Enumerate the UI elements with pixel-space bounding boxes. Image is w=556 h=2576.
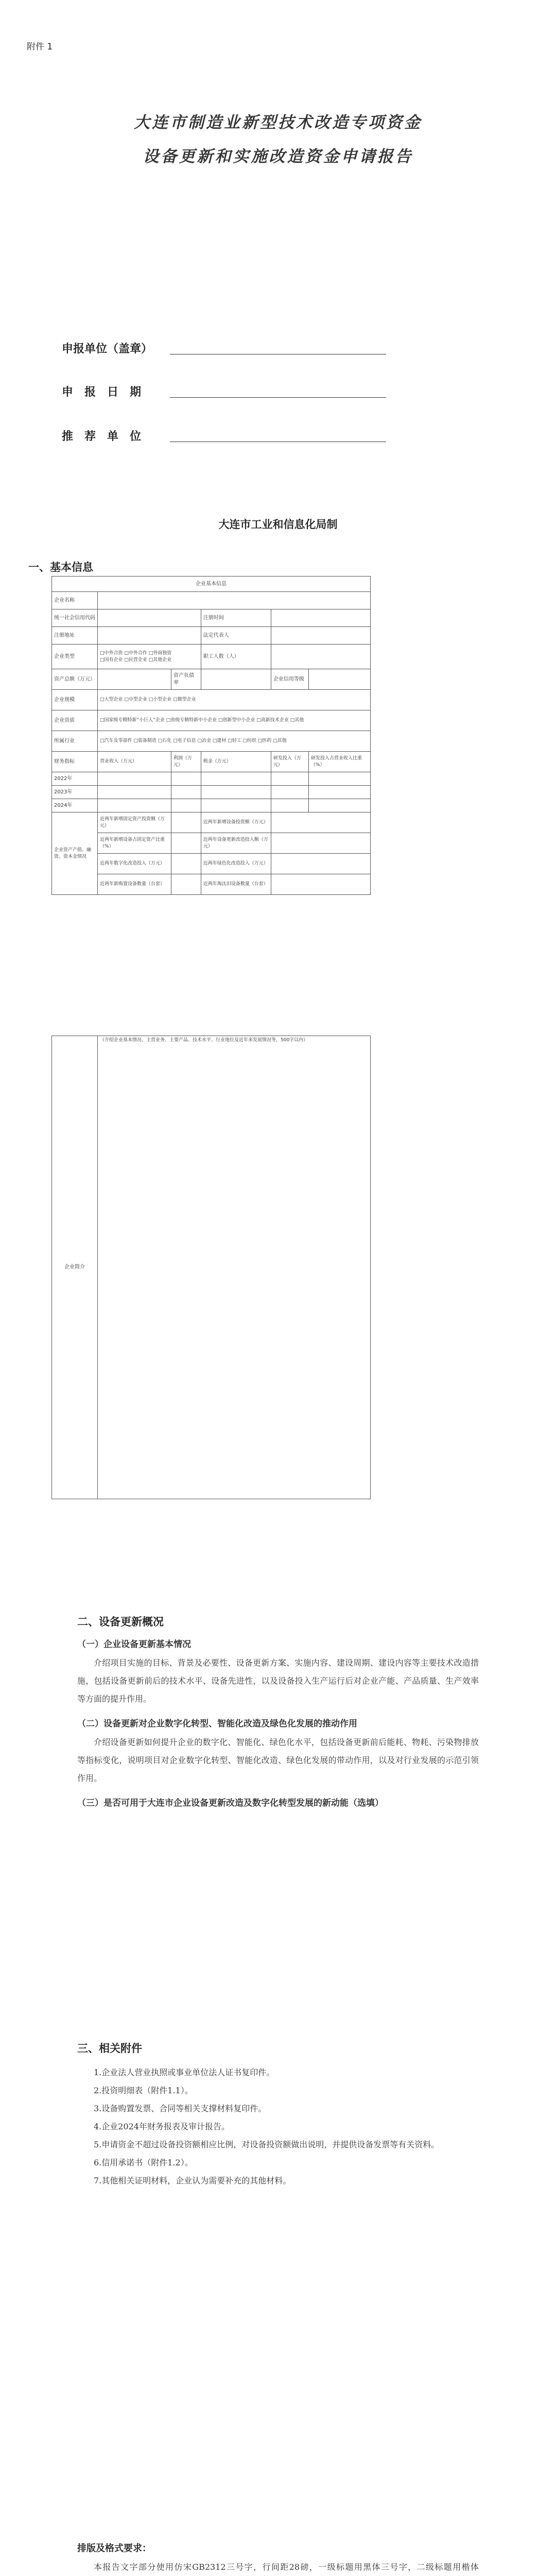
date-label: 申 报 日 期	[62, 386, 142, 399]
recommender-row	[62, 428, 170, 444]
intro-table	[51, 1036, 371, 1499]
cell-label: 近两年淘汰旧设备数量（台套）	[201, 874, 271, 895]
cell-options: □国家级专精特新“小巨人”企业 □省级专精特新中小企业 □创新型中小企业 □高新技术企业 □其他	[98, 710, 371, 731]
cell-value	[201, 669, 271, 690]
intro-label: 企业简介	[52, 1036, 98, 1499]
section2-title: 二、设备更新概况	[77, 1616, 164, 1628]
doc-title-line1: 大连市制造业新型技术改造专项资金	[134, 113, 422, 132]
cell-value	[271, 627, 370, 645]
cell-label: 企业类型	[52, 645, 98, 669]
section3-title: 三、相关附件	[77, 2042, 142, 2055]
cell-value	[98, 592, 371, 609]
cell-label: 企业资质	[52, 710, 98, 731]
issuer: 大连市工业和信息化局制	[218, 518, 338, 531]
cell-value	[171, 812, 201, 833]
cell-options: □中外合资 □中外合作 □外商独资 □国有企业 □民营企业 □其他企业	[98, 645, 201, 669]
section3-list	[77, 2063, 479, 2190]
cell-label: 注册地址	[52, 627, 98, 645]
recommender-label: 推 荐 单 位	[62, 430, 142, 443]
col-header: 利润（万元）	[171, 752, 201, 772]
cell-options: □大型企业 □中型企业 □小型企业 □微型企业	[98, 690, 371, 710]
applicant-row	[62, 340, 170, 356]
table-header: 企业基本信息	[52, 577, 371, 592]
cell-label: 企业信用等级	[271, 669, 308, 690]
cell-label: 注册时间	[201, 609, 271, 627]
cell-label: 统一社会信用代码	[52, 609, 98, 627]
cell-value	[98, 627, 201, 645]
cell-label: 法定代表人	[201, 627, 271, 645]
format-text	[77, 2558, 479, 2576]
attachment-label: 附件 1	[27, 42, 53, 52]
cell-label: 近两年新增设备占固定资产比重（%）	[98, 833, 171, 854]
s2-subtitle-2: （二）设备更新对企业数字化转型、智能化改造及绿色化发展的推动作用	[77, 1719, 357, 1729]
s2-paragraph-2: 介绍设备更新如何提升企业的数字化、智能化、绿色化水平，包括设备更新前后能耗、物耗、污染物排放等指标变化，说明项目对企业数字化转型、智能化改造、绿色化发展的带动作用，以及对行业发展的示范引领作用。	[77, 1737, 479, 1783]
intro-note: （介绍企业基本情况、主营业务、主要产品、技术水平、行业地位及近年来发展情况等，500字以内）	[98, 1036, 371, 1499]
section2-body	[77, 1636, 479, 1812]
cell-label: 近两年绿色化改造投入（万元）	[201, 854, 271, 874]
doc-title-line2: 设备更新和实施改造资金申请报告	[143, 147, 413, 166]
applicant-label: 申报单位（盖章）	[62, 343, 153, 355]
cell-label: 近两年新购置设备数量（台套）	[98, 874, 171, 895]
fill-line	[170, 397, 386, 398]
col-header: 研发投入占营业收入比重（%）	[308, 752, 370, 772]
cell-label: 近两年数字化改造投入（万元）	[98, 854, 171, 874]
cell-label: 财务指标	[52, 752, 98, 772]
s2-subtitle-1: （一）企业设备更新基本情况	[77, 1639, 191, 1650]
cell-label: 近两年新增固定资产投资额（万元）	[98, 812, 171, 833]
list-item: 4.企业2024年财务报表及审计报告。	[94, 2122, 230, 2131]
cell-label: 职工人数（人）	[201, 645, 271, 669]
list-item: 5.申请资金不超过设备投资额相应比例，对设备投资额做出说明，并提供设备发票等有关资料。	[94, 2140, 440, 2149]
list-item: 3.设备购置发票、合同等相关支撑材料复印件。	[94, 2104, 267, 2113]
cell-label: 企业规模	[52, 690, 98, 710]
list-item: 6.信用承诺书（附件1.2）。	[94, 2158, 193, 2167]
cell-value	[308, 669, 370, 690]
basic-info-table	[51, 576, 371, 895]
format-title: 排版及格式要求：	[77, 2543, 151, 2554]
cell-value	[98, 669, 171, 690]
col-header: 研发投入（万元）	[271, 752, 308, 772]
s2-subtitle-3: （三）是否可用于大连市企业设备更新改造及数字化转型发展的新动能（选填）	[77, 1798, 384, 1808]
cell-label: 近两年新增设备投资额（万元）	[201, 812, 271, 833]
year-cell: 2022年	[52, 772, 98, 786]
year-cell: 2024年	[52, 799, 98, 812]
date-row	[62, 383, 170, 399]
cell-label: 企业资产产值、融资、资本金情况	[52, 812, 98, 895]
section1-title: 一、基本信息	[28, 561, 93, 573]
list-item: 2.投资明细表（附件1.1）。	[94, 2086, 193, 2095]
format-paragraph: 本报告文字部分使用仿宋GB2312三号字，行间距28磅，一级标题用黑体三号字，二级标题用楷体	[94, 2562, 479, 2572]
cell-label: 近两年设备更新改造投入额（万元）	[201, 833, 271, 854]
cell-value	[271, 812, 370, 833]
year-cell: 2023年	[52, 786, 98, 799]
cell-value	[98, 609, 201, 627]
cell-value	[271, 645, 370, 669]
col-header: 营业收入（万元）	[98, 752, 171, 772]
cell-label: 资产总额（万元）	[52, 669, 98, 690]
cell-label: 企业名称	[52, 592, 98, 609]
cell-label: 资产负债率	[171, 669, 201, 690]
col-header: 税金（万元）	[201, 752, 271, 772]
list-item: 7.其他相关证明材料，企业认为需要补充的其他材料。	[94, 2176, 291, 2185]
s2-paragraph-1: 介绍项目实施的目标、背景及必要性、设备更新方案、实施内容、建设周期、建设内容等主要技术改造措施，包括设备更新前后的技术水平、设备先进性，以及设备投入生产运行后对企业产能、产品质量、生产效率等方面的提升作用。	[77, 1658, 479, 1704]
list-item: 1.企业法人营业执照或事业单位法人证书复印件。	[94, 2067, 275, 2077]
cell-label: 所属行业	[52, 731, 98, 752]
cell-options: □汽车及零部件 □装备制造 □石化 □电子信息 □冶金 □建材 □轻工 □纺织 □医药 □其他	[98, 731, 371, 752]
cell-value	[271, 609, 370, 627]
